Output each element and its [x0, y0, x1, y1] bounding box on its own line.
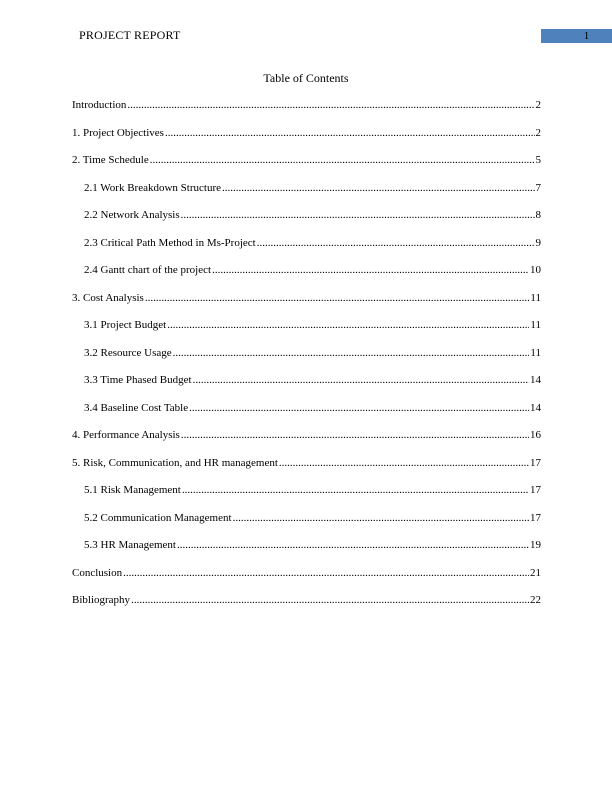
toc-entry-page: 11	[530, 319, 541, 331]
toc-dot-leader	[145, 291, 530, 305]
toc-entry-label: 2.1 Work Breakdown Structure	[84, 181, 221, 194]
toc-entry-page: 11	[530, 291, 541, 304]
toc-entry[interactable]	[72, 291, 541, 319]
toc-dot-leader	[127, 98, 534, 112]
toc-entry-page: 19	[530, 539, 541, 551]
toc-dot-leader	[150, 153, 535, 167]
toc-entry-page: 10	[530, 264, 541, 276]
toc-dot-leader	[222, 181, 535, 195]
toc-entry-label: 2. Time Schedule	[72, 154, 149, 166]
toc-entry[interactable]	[72, 483, 541, 511]
toc-dot-leader	[279, 456, 529, 470]
toc-entry-label: Introduction	[72, 99, 127, 111]
toc-entry[interactable]	[72, 456, 541, 484]
toc-entry-label: 3.2 Resource Usage	[84, 346, 172, 359]
toc-dot-leader	[193, 373, 529, 387]
toc-dot-leader	[123, 566, 529, 580]
toc-entry-label: 1. Project Objectives	[72, 126, 164, 139]
toc-entry-label: Conclusion	[72, 566, 123, 579]
page-number-badge: 1	[541, 29, 612, 43]
toc-entry-label: 5.3 HR Management	[84, 539, 176, 551]
toc-entry[interactable]	[72, 428, 541, 456]
toc-entry[interactable]	[72, 181, 541, 209]
toc-dot-leader	[182, 483, 529, 497]
toc-dot-leader	[167, 318, 529, 332]
toc-entry-page: 22	[530, 594, 541, 606]
toc-entry[interactable]	[72, 126, 541, 154]
toc-dot-leader	[257, 236, 535, 250]
toc-entry[interactable]	[72, 236, 541, 264]
page-header-title: PROJECT REPORT	[79, 28, 181, 42]
toc-entry[interactable]	[72, 373, 541, 401]
toc-entry[interactable]	[72, 538, 541, 566]
toc-entry-label: 2.2 Network Analysis	[84, 209, 180, 221]
toc-entry-label: Bibliography	[72, 594, 131, 606]
toc-entry-page: 5	[535, 154, 541, 166]
toc-dot-leader	[189, 401, 529, 415]
toc-entry-page: 21	[530, 566, 541, 579]
toc-entry-label: 2.4 Gantt chart of the project	[84, 264, 212, 276]
toc-entry[interactable]	[72, 98, 541, 126]
toc-entry-page: 17	[530, 511, 541, 524]
toc-dot-leader	[131, 593, 529, 607]
toc-entry-page: 8	[535, 209, 541, 221]
toc-dot-leader	[181, 208, 535, 222]
toc-entry-label: 4. Performance Analysis	[72, 429, 180, 441]
toc-entry-page: 17	[530, 456, 541, 469]
toc-entry[interactable]	[72, 593, 541, 621]
toc-entry-label: 5.1 Risk Management	[84, 484, 181, 496]
toc-entry-page: 14	[530, 374, 541, 386]
toc-entry-page: 7	[535, 181, 541, 194]
toc-entry-label: 3. Cost Analysis	[72, 291, 144, 304]
toc-entry[interactable]	[72, 566, 541, 594]
toc-entry-label: 5.2 Communication Management	[84, 511, 232, 524]
toc-entry-page: 16	[530, 429, 541, 441]
toc-dot-leader	[212, 263, 529, 277]
toc-entry-page: 2	[535, 126, 541, 139]
toc-entry-label: 2.3 Critical Path Method in Ms-Project	[84, 236, 256, 249]
toc-entry-label: 5. Risk, Communication, and HR management	[72, 456, 278, 469]
toc-dot-leader	[177, 538, 529, 552]
table-of-contents	[72, 98, 541, 621]
toc-entry[interactable]	[72, 153, 541, 181]
toc-dot-leader	[165, 126, 535, 140]
toc-entry[interactable]	[72, 263, 541, 291]
toc-entry-page: 11	[530, 346, 541, 359]
toc-entry[interactable]	[72, 511, 541, 539]
toc-entry-page: 2	[535, 99, 541, 111]
toc-entry[interactable]	[72, 346, 541, 374]
toc-entry-page: 9	[535, 236, 541, 249]
toc-entry-label: 3.1 Project Budget	[84, 319, 167, 331]
toc-entry-page: 14	[530, 401, 541, 414]
toc-entry[interactable]	[72, 318, 541, 346]
toc-dot-leader	[173, 346, 530, 360]
toc-heading: Table of Contents	[263, 71, 349, 85]
toc-entry-page: 17	[530, 484, 541, 496]
toc-dot-leader	[181, 428, 529, 442]
toc-entry-label: 3.3 Time Phased Budget	[84, 374, 192, 386]
toc-entry[interactable]	[72, 401, 541, 429]
toc-entry[interactable]	[72, 208, 541, 236]
toc-dot-leader	[233, 511, 529, 525]
toc-entry-label: 3.4 Baseline Cost Table	[84, 401, 189, 414]
